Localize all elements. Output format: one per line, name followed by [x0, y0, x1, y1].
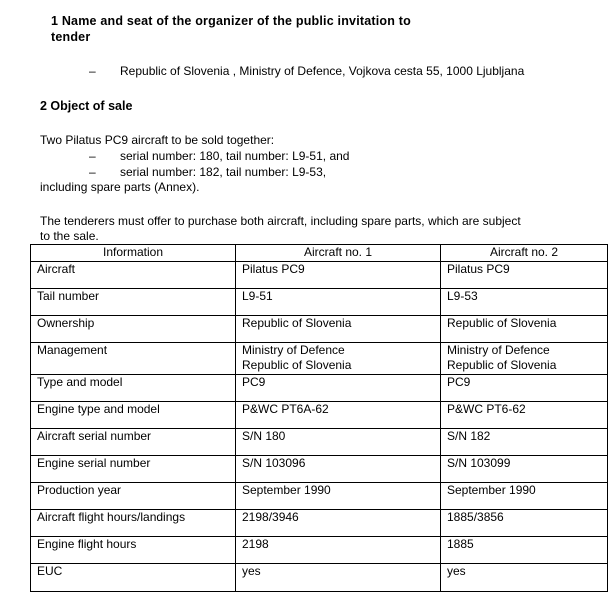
bullet-dash: –	[89, 64, 96, 78]
row-label: Aircraft	[31, 262, 236, 289]
aircraft-1-value: S/N 103096	[236, 456, 441, 483]
row-label: Production year	[31, 483, 236, 510]
aircraft-2-value: S/N 182	[441, 429, 608, 456]
tender-note-line2: to the sale.	[40, 229, 99, 243]
aircraft-2-value: September 1990	[441, 483, 608, 510]
table-row	[31, 564, 608, 592]
object-intro: Two Pilatus PC9 aircraft to be sold together:	[40, 133, 275, 147]
aircraft-2-value: Pilatus PC9	[441, 262, 608, 289]
aircraft-2-value: P&WC PT6-62	[441, 402, 608, 429]
section2-heading: 2 Object of sale	[40, 99, 133, 113]
aircraft-1-value: L9-51	[236, 289, 441, 316]
management-line1: Ministry of Defence	[242, 343, 345, 357]
row-label: Aircraft flight hours/landings	[31, 510, 236, 537]
table-row	[31, 483, 608, 510]
table-row	[31, 262, 608, 289]
aircraft-1-value: yes	[236, 564, 441, 592]
table-row	[31, 429, 608, 456]
aircraft-1-value: S/N 180	[236, 429, 441, 456]
tender-note-line1: The tenderers must offer to purchase both aircraft, including spare parts, which are subject	[40, 214, 521, 228]
row-label: Aircraft serial number	[31, 429, 236, 456]
aircraft-2-value	[441, 343, 608, 375]
aircraft-2-value: L9-53	[441, 289, 608, 316]
aircraft-1-value: PC9	[236, 375, 441, 402]
table-row	[31, 510, 608, 537]
row-label: Management	[31, 343, 236, 375]
management-line2: Republic of Slovenia	[447, 358, 557, 372]
row-label: Engine serial number	[31, 456, 236, 483]
header-aircraft-1: Aircraft no. 1	[236, 245, 441, 262]
aircraft-2-value: PC9	[441, 375, 608, 402]
table-row	[31, 343, 608, 375]
table-row	[31, 537, 608, 564]
section1-heading-line2: tender	[51, 30, 91, 44]
aircraft-1-value: September 1990	[236, 483, 441, 510]
aircraft-1-value: 2198	[236, 537, 441, 564]
row-label: Engine type and model	[31, 402, 236, 429]
table-row	[31, 375, 608, 402]
management-line1: Ministry of Defence	[447, 343, 550, 357]
aircraft-item: serial number: 180, tail number: L9-51, and	[120, 149, 350, 163]
header-information: Information	[31, 245, 236, 262]
row-label: EUC	[31, 564, 236, 592]
header-aircraft-2: Aircraft no. 2	[441, 245, 608, 262]
aircraft-1-value: P&WC PT6A-62	[236, 402, 441, 429]
aircraft-2-value: S/N 103099	[441, 456, 608, 483]
aircraft-2-value: yes	[441, 564, 608, 592]
row-label: Tail number	[31, 289, 236, 316]
aircraft-1-value	[236, 343, 441, 375]
aircraft-1-value: Pilatus PC9	[236, 262, 441, 289]
aircraft-spec-table	[30, 244, 608, 592]
row-label: Engine flight hours	[31, 537, 236, 564]
management-line2: Republic of Slovenia	[242, 358, 352, 372]
table-row	[31, 289, 608, 316]
aircraft-2-value: 1885/3856	[441, 510, 608, 537]
aircraft-item: serial number: 182, tail number: L9-53,	[120, 165, 327, 179]
organizer-text: Republic of Slovenia , Ministry of Defence, Vojkova cesta 55, 1000 Ljubljana	[120, 64, 525, 78]
section1-heading-line1: 1 Name and seat of the organizer of the public invitation to	[51, 14, 411, 28]
spare-parts-text: including spare parts (Annex).	[40, 180, 200, 194]
aircraft-2-value: 1885	[441, 537, 608, 564]
aircraft-1-value: 2198/3946	[236, 510, 441, 537]
row-label: Type and model	[31, 375, 236, 402]
table-row	[31, 316, 608, 343]
bullet-dash: –	[89, 165, 96, 179]
table-row	[31, 456, 608, 483]
row-label: Ownership	[31, 316, 236, 343]
table-row	[31, 402, 608, 429]
table-header-row	[31, 245, 608, 262]
aircraft-1-value: Republic of Slovenia	[236, 316, 441, 343]
bullet-dash: –	[89, 149, 96, 163]
aircraft-2-value: Republic of Slovenia	[441, 316, 608, 343]
